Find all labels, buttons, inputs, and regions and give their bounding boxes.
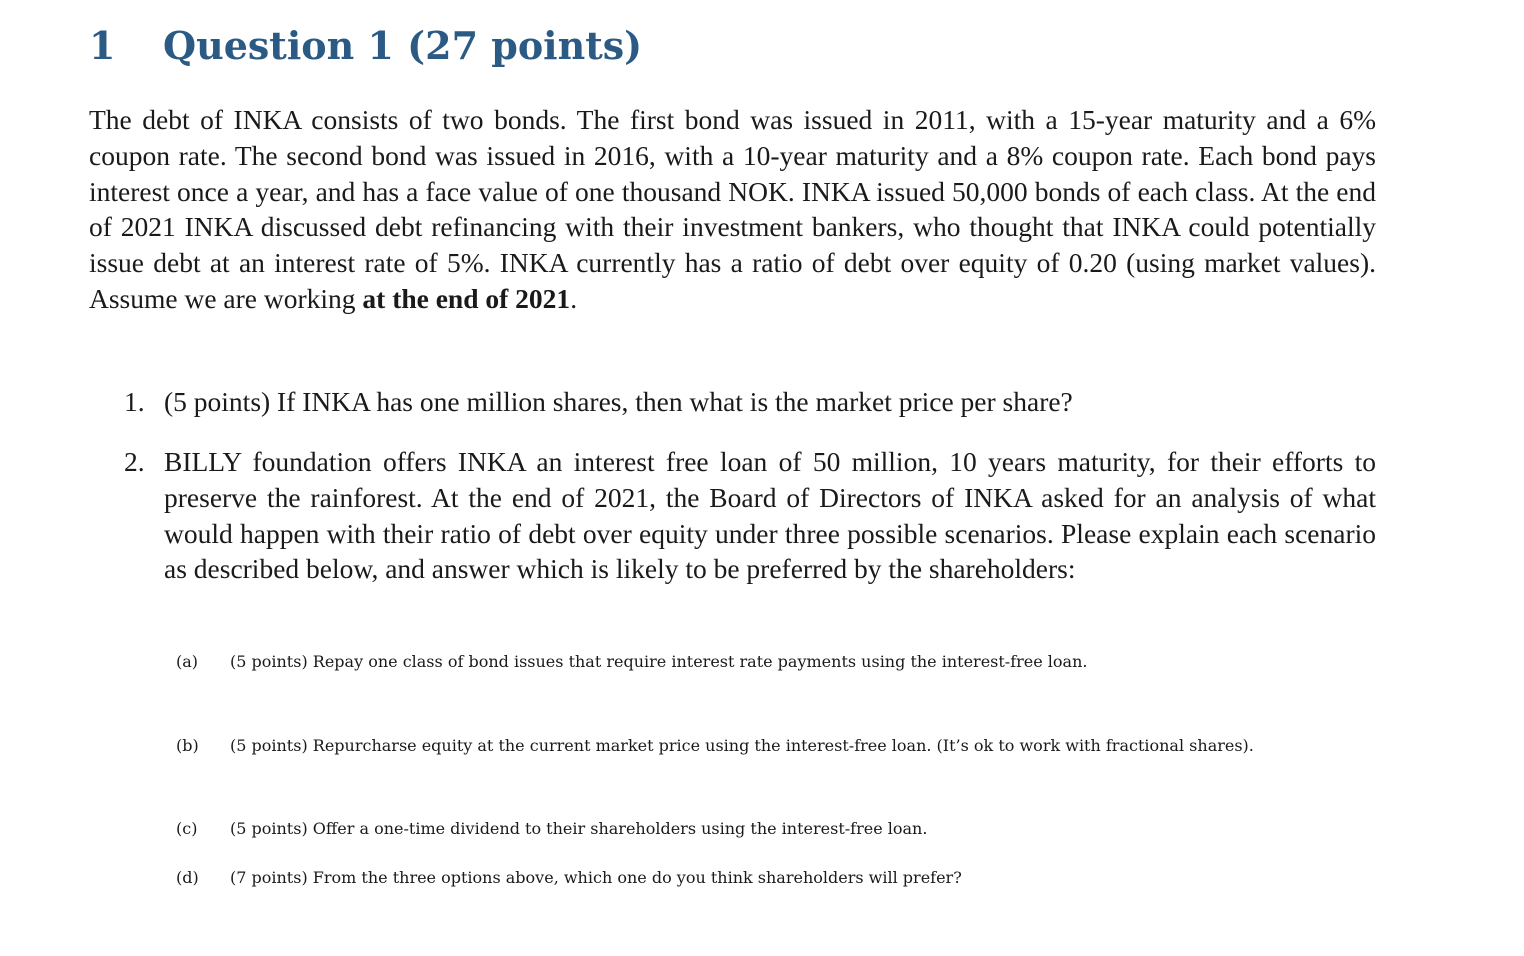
question-marker: 1. (124, 386, 145, 417)
subquestion-item-b (176, 736, 1380, 755)
intro-text: The debt of INKA consists of two bonds. The first bond was issued in 2011, with a 15-year maturity and a 6% coupon rate. The second bond was issued in 2016, with a 10-year maturity and a 8% coupon rate. Each bond pays interest once a year, and has a face value of one thousand NOK. INKA issued 50,000 bonds of each class. At the end of 2021 INKA discussed debt refinancing with their investment bankers, who thought that INKA could potentially issue debt at an interest rate of 5%. INKA currently has a ratio of debt over equity of 0.20 (using market values). Assume we are working (89, 104, 1376, 314)
subquestion-item-d (176, 868, 1380, 887)
subquestion-marker: (c) (176, 819, 198, 838)
section-number: 1 (89, 23, 116, 68)
intro-end: . (570, 282, 578, 314)
intro-emphasis: at the end of 2021 (362, 282, 571, 314)
subquestion-marker: (b) (176, 736, 199, 755)
subquestion-text: (5 points) Repurcharse equity at the current market price using the interest-free loan. (It’s ok to work with fractional shares). (230, 736, 1254, 755)
question-item-1 (124, 384, 1376, 420)
subquestion-item-c (176, 819, 1380, 838)
question-marker: 2. (124, 446, 145, 477)
subquestion-text: (7 points) From the three options above, which one do you think shareholders will prefer? (230, 868, 962, 887)
question-text: (5 points) If INKA has one million shares, then what is the market price per share? (164, 386, 1073, 417)
subquestion-marker: (a) (176, 652, 199, 671)
section-heading (89, 20, 642, 72)
question-item-2 (124, 444, 1376, 587)
subquestion-item-a (176, 652, 1380, 671)
subquestion-text: (5 points) Offer a one-time dividend to their shareholders using the interest-free loan. (230, 819, 928, 838)
section-title: Question 1 (27 points) (163, 23, 643, 68)
intro-paragraph (89, 102, 1376, 317)
subquestion-marker: (d) (176, 868, 199, 887)
question-text: BILLY foundation offers INKA an interest free loan of 50 million, 10 years maturity, for their efforts to preserve the rainforest. At the end of 2021, the Board of Directors of INKA asked for an analysis of what would happen with their ratio of debt over equity under three possible scenarios. Please explain each scenario as described below, and answer which is likely to be preferred by the shareholders: (164, 446, 1376, 585)
subquestion-text: (5 points) Repay one class of bond issues that require interest rate payments using the interest-free loan. (230, 652, 1088, 671)
